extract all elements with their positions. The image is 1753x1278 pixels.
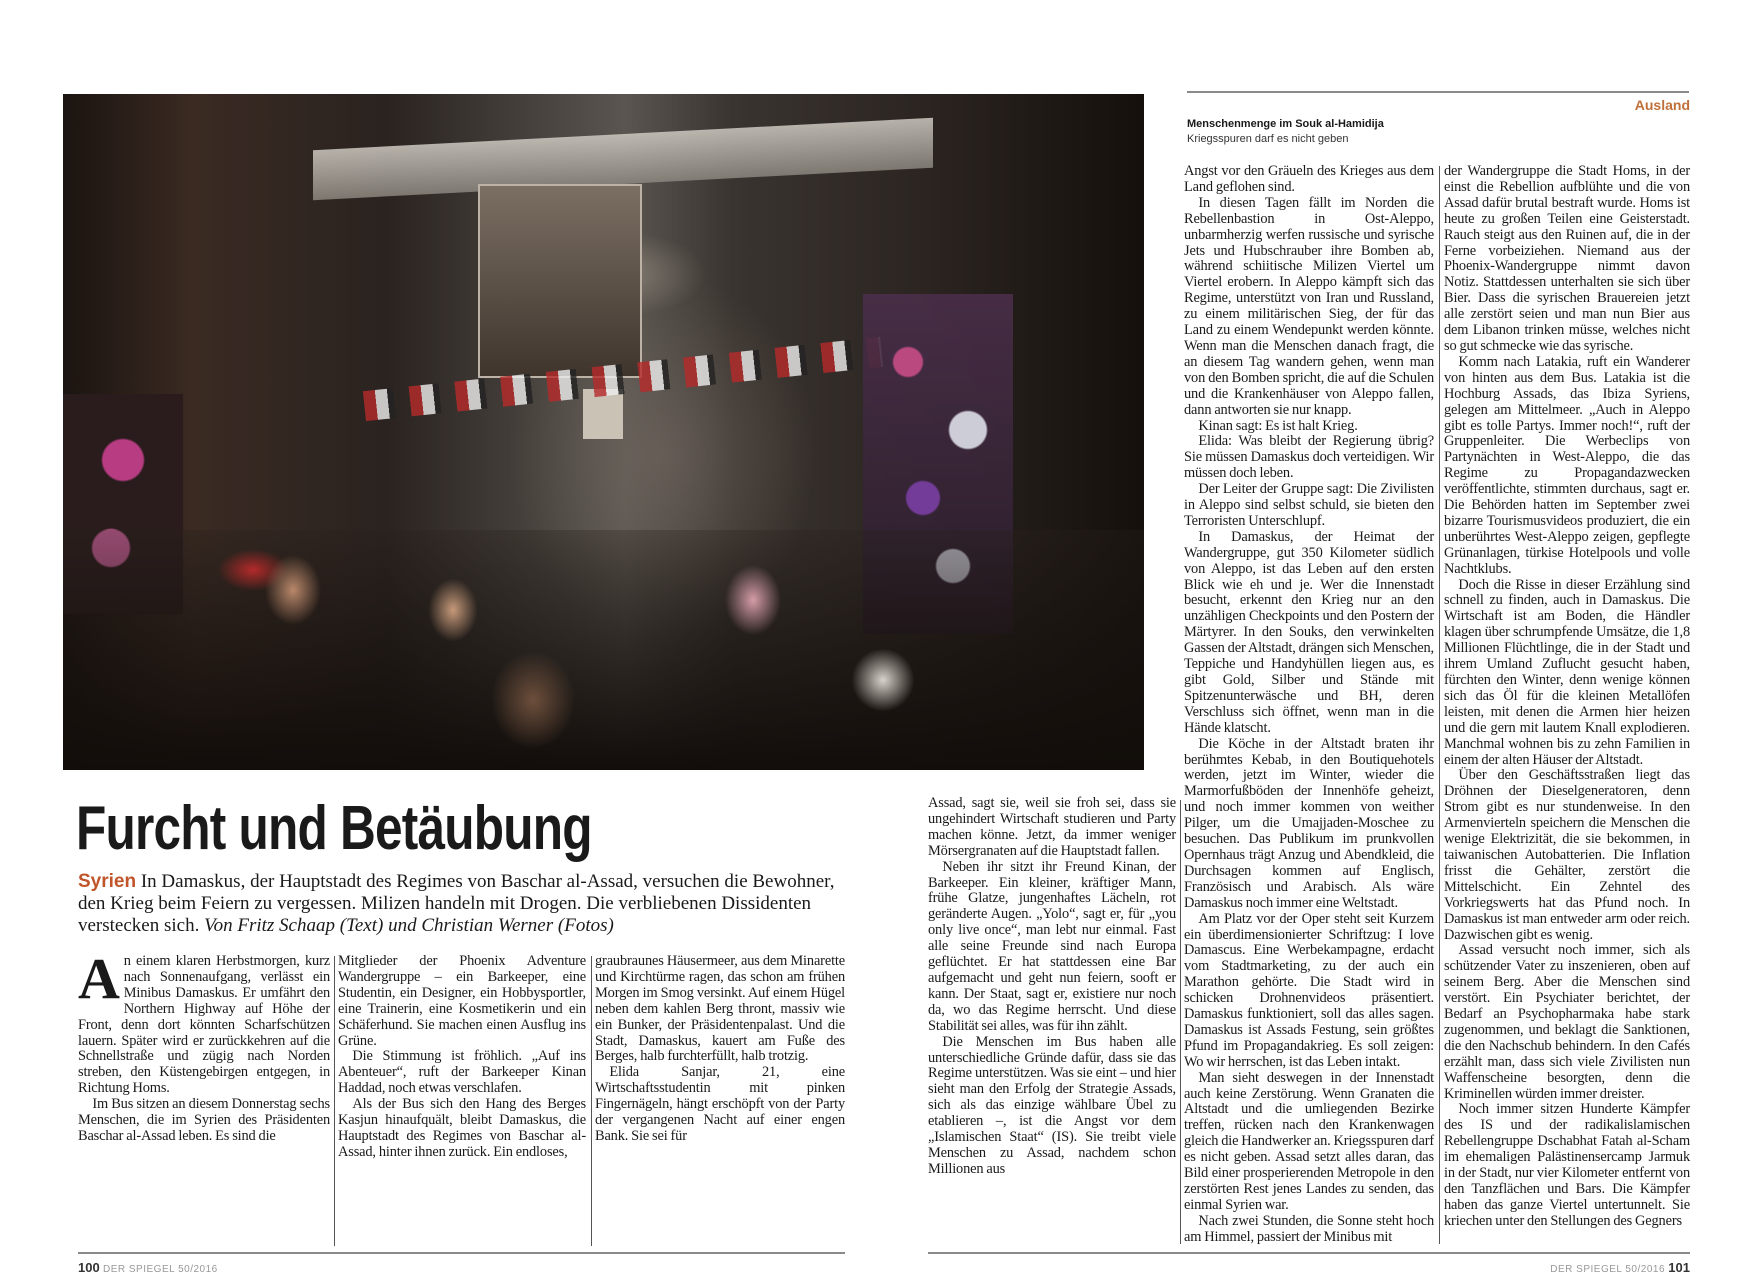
bottom-rule-left — [78, 1252, 845, 1254]
article-paragraph — [1184, 1071, 1434, 1214]
article-column-6 — [1444, 164, 1690, 1230]
page-number-left: 100 — [78, 1260, 100, 1275]
article-paragraph — [1184, 912, 1434, 1071]
column-divider — [591, 956, 592, 1246]
paragraph-text: Assad versucht noch immer, sich als schützender Vater zu inszenieren, oben auf seinem Berg. Aber die Menschen sind verstört. Ein Psychiater berichtet, der Bedarf an Psychopharmaka habe stark zugenommen, und beklagt die Sanktionen, die den Nachschub behindern. In den Cafés erzählt man, dass sich viele Zivilisten nun Waffenscheine besorgten, denn die Kriminellen würden immer dreister. — [1444, 942, 1690, 1102]
section-label: Ausland — [1634, 97, 1690, 113]
article-paragraph — [1184, 419, 1434, 435]
column-divider — [1180, 800, 1181, 1244]
article-paragraph — [1444, 1102, 1690, 1229]
folio-left — [78, 1260, 218, 1278]
photo-caption-title: Menschenmenge im Souk al-Hamidija — [1187, 118, 1384, 130]
paragraph-text: Mitglieder der Phoenix Adventure Wandergruppe – ein Barkeeper, eine Studentin, ein Designer, ein Hobbysportler, eine Trainerin, eine Kosmetikerin und ein Schäferhund. Sie machen einen Ausflug ins Grüne. — [338, 953, 586, 1049]
paragraph-text: Nach zwei Stunden, die Sonne steht hoch am Himmel, passiert der Minibus mit — [1184, 1212, 1434, 1245]
photo-crowd — [63, 530, 1144, 770]
article-paragraph — [1184, 1214, 1434, 1246]
article-paragraph — [338, 954, 586, 1049]
bottom-rule-right — [928, 1252, 1690, 1254]
magazine-issue-right: DER SPIEGEL 50/2016 — [1550, 1264, 1666, 1275]
paragraph-text: Doch die Risse in dieser Erzählung sind schnell zu finden, auch in Damaskus. Die Wirtschaft ist am Boden, die Händler klagen über schrumpfende Umsätze, die 1,8 Millionen Flüchtlinge, die in der Stadt und ihrem Umland Zuflucht gesucht haben, fürchten den Winter, denn wenige können sich das Öl für die kleinen Metallöfen leisten, mit denen die Armen hier heizen und die gern mit lautem Knall explodieren. Manchmal wohnen bis zu zehn Familien in einem der alten Häuser der Altstadt. — [1444, 576, 1690, 768]
deck — [78, 871, 845, 937]
page-number-right: 101 — [1668, 1260, 1690, 1275]
column-divider — [334, 956, 335, 1246]
deck-text: In Damaskus, der Hauptstadt des Regimes von Baschar al-Assad, versuchen die Bewohner, den Krieg beim Feiern zu vergessen. Milizen handeln mit Drogen. Die verbliebenen Dissidenten verstecken sich. — [78, 871, 835, 936]
article-paragraph — [1444, 355, 1690, 578]
photo-caption-text: Kriegsspuren darf es nicht geben — [1187, 133, 1349, 145]
paragraph-text: Kinan sagt: Es ist halt Krieg. — [1198, 417, 1358, 434]
article-paragraph — [1184, 196, 1434, 419]
byline: Von Fritz Schaap (Text) und Christian Werner (Fotos) — [204, 915, 614, 936]
paragraph-text: Elida Sanjar, 21, eine Wirtschaftsstudentin mit pinken Fingernägeln, hängt erschöpft von der Party der vergangenen Nacht auf einer engen Bank. Sie sei für — [595, 1064, 845, 1144]
paragraph-text: Der Leiter der Gruppe sagt: Die Zivilisten in Aleppo sind selbst schuld, sie bieten den Terroristen Unterschlupf. — [1184, 481, 1434, 529]
article-column-4 — [928, 796, 1176, 1178]
article-paragraph — [1184, 530, 1434, 737]
article-paragraph — [338, 1097, 586, 1161]
article-paragraph — [338, 1049, 586, 1097]
folio-right — [1550, 1260, 1690, 1278]
paragraph-text: Die Menschen im Bus haben alle unterschiedliche Gründe dafür, dass sie das Regime unterstützen. Was sie eint – und hier sieht man den Erfolg der Strategie Assads, sich als das einzige wählbare Übel zu etablieren –, ist die Angst vor dem „Islamischen Staat“ (IS). Sie treibt viele Menschen zu Assad, nachdem schon Millionen aus — [928, 1033, 1176, 1177]
article-paragraph — [928, 796, 1176, 860]
magazine-issue-left: DER SPIEGEL 50/2016 — [102, 1264, 218, 1275]
deck-kicker: Syrien — [78, 871, 137, 892]
article-column-1 — [78, 946, 330, 1145]
paragraph-text: In diesen Tagen fällt im Norden die Rebellenbastion in Ost-Aleppo, unbarmherzig werfen russische und syrische Jets und Hubschrauber ihre Bomben ab, während schiitische Milizen Viertel um Viertel erobern. In Aleppo kämpft sich das Regime, unterstützt von Iran und Russland, zu einem militärischen Sieg, der für das Land zu einem Wendepunkt werden könnte. Wenn man die Menschen danach fragt, die an diesem Tag wandern gehen, wenn man von den Bomben spricht, die auf die Schulen und die Krankenhäuser von Aleppo fallen, dann antworten sie nur knapp. — [1184, 194, 1434, 418]
column-divider — [1439, 166, 1440, 1244]
article-paragraph — [78, 1097, 330, 1145]
paragraph-text: graubraunes Häusermeer, aus dem Minarette und Kirchtürme ragen, das schon am frühen Morgen im Smog versinkt. Auf einem Hügel neben dem kahlen Berg thront, massiv wie ein Bunker, der Präsidentenpalast. Und die Stadt, Damaskus, kauert am Fuße des Berges, halb furchterfüllt, halb trotzig. — [595, 953, 845, 1065]
paragraph-text: der Wandergruppe die Stadt Homs, in der einst die Rebellion aufblühte und die von Assad dafür brutal bestraft wurde. Homs ist heute zu großen Teilen eine Geisterstadt. Rauch steigt aus den Ruinen auf, die in der Ferne vorbeiziehen. Niemand aus der Phoenix-Wandergruppe nimmt davon Notiz. Stattdessen unterhalten sie sich über Bier. Dass die syrischen Brauereien jetzt alle zerstört seien und man nun Bier aus dem Libanon trinken müsse, welches nicht so gut schmecke wie das syrische. — [1444, 163, 1690, 354]
paragraph-text: Komm nach Latakia, ruft ein Wanderer von hinten aus dem Bus. Latakia ist die Hochburg Assads, das Ibiza Syriens, gelegen am Mittelmeer. „Auch in Aleppo gibt es tolle Partys. Immer noch!“, ruft der Gruppenleiter. Die Werbeclips von Partynächten in West-Aleppo, die das Regime zu Propagandazwecken veröffentlichte, stimmten durchaus, sagt er. Die Behörden hatten im September zwei bizarre Tourismusvideos produziert, die ein unberührtes West-Aleppo zeigen, gepflegte Grünanlagen, türkise Hotelpools und volle Nachtklubs. — [1444, 353, 1690, 577]
paragraph-text: Im Bus sitzen an diesem Donnerstag sechs Menschen, die im Syrien des Präsidenten Baschar al-Assad leben. Es sind die — [78, 1096, 330, 1144]
drop-cap: A — [78, 946, 120, 1011]
paragraph-text: Assad, sagt sie, weil sie froh sei, dass sie ungehindert Wirtschaft studieren und Party machen könne. Jetzt, da immer weniger Mörsergranaten auf die Hauptstadt fallen. — [928, 795, 1176, 859]
article-paragraph — [928, 860, 1176, 1035]
article-paragraph — [1444, 943, 1690, 1102]
paragraph-text: Als der Bus sich den Hang des Berges Kasjun hinaufquält, bleibt Damaskus, die Hauptstadt des Regimes von Baschar al-Assad, hinter ihnen zurück. Ein endloses, — [338, 1096, 586, 1160]
paragraph-text: Man sieht deswegen in der Innenstadt auch keine Zerstörung. Wenn Granaten die Altstadt und die umliegenden Bezirke treffen, rücken nach den Krankenwagen gleich die Handwerker an. Kriegsspuren darf es nicht geben. Assad setzt alles daran, das Bild einer prosperierenden Metropole in den zerstörten Rest jenes Landes zu senden, das einmal Syrien war. — [1184, 1069, 1434, 1213]
paragraph-text: Über den Geschäftsstraßen liegt das Dröhnen der Dieselgeneratoren, denn Strom gibt es nur stundenweise. In den Armenvierteln speichern die Menschen die wenige Elektrizität, die sie bekommen, in taiwanischen Autobatterien. Die Inflation frisst die Gehälter, zerstört die Mittelschicht. Ein Zehntel des Vorkriegswerts hat das Pfund noch. In Damaskus ist man entweder arm oder reich. Dazwischen gibt es wenig. — [1444, 767, 1690, 943]
article-paragraph — [1184, 737, 1434, 912]
paragraph-text: Angst vor den Gräueln des Krieges aus dem Land geflohen sind. — [1184, 163, 1434, 195]
article-column-2 — [338, 954, 586, 1161]
article-column-3 — [595, 954, 845, 1145]
article-paragraph — [1184, 482, 1434, 530]
paragraph-text: n einem klaren Herbstmorgen, kurz nach Sonnenaufgang, verlässt ein Minibus Damaskus. Er umfährt den Northern Highway auf Höhe der Front, denn dort könnten Scharfschützen lauern. Später wird er zurückkehren auf die Schnellstraße und zügig nach Norden streben, den Küstengebirgen entgegen, in Richtung Homs. — [78, 953, 330, 1097]
paragraph-text: Noch immer sitzen Hunderte Kämpfer des IS und der radikalislamischen Rebellengruppe Dschabhat Fatah al-Scham im ehemaligen Palästinensercamp Jarmuk in der Stadt, nur vier Kilometer entfernt von den Tanzflächen und Bars. Die Kämpfer haben das ganze Viertel untertunnelt. Sie kriechen unter den Stellungen des Gegners — [1444, 1101, 1690, 1229]
article-paragraph — [1444, 578, 1690, 769]
article-paragraph — [78, 946, 330, 1097]
article-paragraph — [1444, 768, 1690, 943]
article-photo-souk — [63, 94, 1144, 770]
paragraph-text: Am Platz vor der Oper steht seit Kurzem ein überdimensionierter Schriftzug: I love Damascus. Eine Werbekampagne, erdacht vom Stadtmarketing, zu der auch ein Marathon gehörte. Die Stadt wird in schicken Drohnenvideos präsentiert. Damaskus funktioniert, soll das alles sagen. Damaskus ist Assads Festung, sein größtes Pfund im Propagandakrieg. Es soll zeigen: Wo wir herrschen, ist das Leben intakt. — [1184, 910, 1434, 1070]
article-paragraph — [1184, 434, 1434, 482]
photo-assad-poster — [478, 184, 642, 378]
headline: Furcht und Betäubung — [76, 794, 592, 863]
paragraph-text: Die Stimmung ist fröhlich. „Auf ins Abenteuer“, ruft der Barkeeper Kinan Haddad, noch etwas verschlafen. — [338, 1048, 586, 1097]
top-rule — [1187, 91, 1689, 93]
article-paragraph — [595, 954, 845, 1065]
paragraph-text: Neben ihr sitzt ihr Freund Kinan, der Barkeeper. Ein kleiner, kräftiger Mann, frühe Glatze, jungenhaftes Lächeln, rot geränderte Augen. „Yolo“, sagt er, für „you only live once“, man lebt nur einmal. Fast alle seine Freunde sind nach Europa geflüchtet. Er hat stattdessen eine Bar aufgemacht und geht nun feiern, sooft er kann. Der Staat, sagt er, existiere nur noch da, wo das Regime herrscht. Und diese Stabilität sei alles, was für ihn zählt. — [928, 858, 1176, 1034]
paragraph-text: Die Köche in der Altstadt braten ihr berühmtes Kebab, in den Boutiquehotels werden, jetzt im Winter, wieder die Marmorfußböden der Innenhöfe geheizt, und noch immer kommen von weither Pilger, um die Umajjaden-Moschee zu besuchen. Das Publikum im prunkvollen Opernhaus trägt Anzug und Abendkleid, die Durchsagen kommen auf Englisch, Französisch und Arabisch. Als wäre Damaskus noch immer eine Weltstadt. — [1184, 735, 1434, 911]
paragraph-text: In Damaskus, der Heimat der Wandergruppe, gut 350 Kilometer südlich von Aleppo, ist das Leben auf den ersten Blick wie eh und je. Wer die Innenstadt besucht, erkennt den Krieg nur an den unzähligen Checkpoints und den Postern der Märtyrer. In den Souks, den verwinkelten Gassen der Altstadt, drängen sich Menschen, Teppiche und Handyhüllen liegen aus, es gibt Gold, Silber und Stände mit Spitzenunterwäsche und BH, deren Verschluss sich öffnet, wenn man in die Hände klatscht. — [1184, 528, 1434, 736]
paragraph-text: Elida: Was bleibt der Regierung übrig? Sie müssen Damaskus doch verteidigen. Wir müssen doch leben. — [1184, 433, 1434, 482]
article-paragraph — [928, 1035, 1176, 1178]
article-column-5 — [1184, 164, 1434, 1246]
article-paragraph — [595, 1065, 845, 1145]
article-paragraph — [1184, 164, 1434, 196]
article-paragraph — [1444, 164, 1690, 355]
